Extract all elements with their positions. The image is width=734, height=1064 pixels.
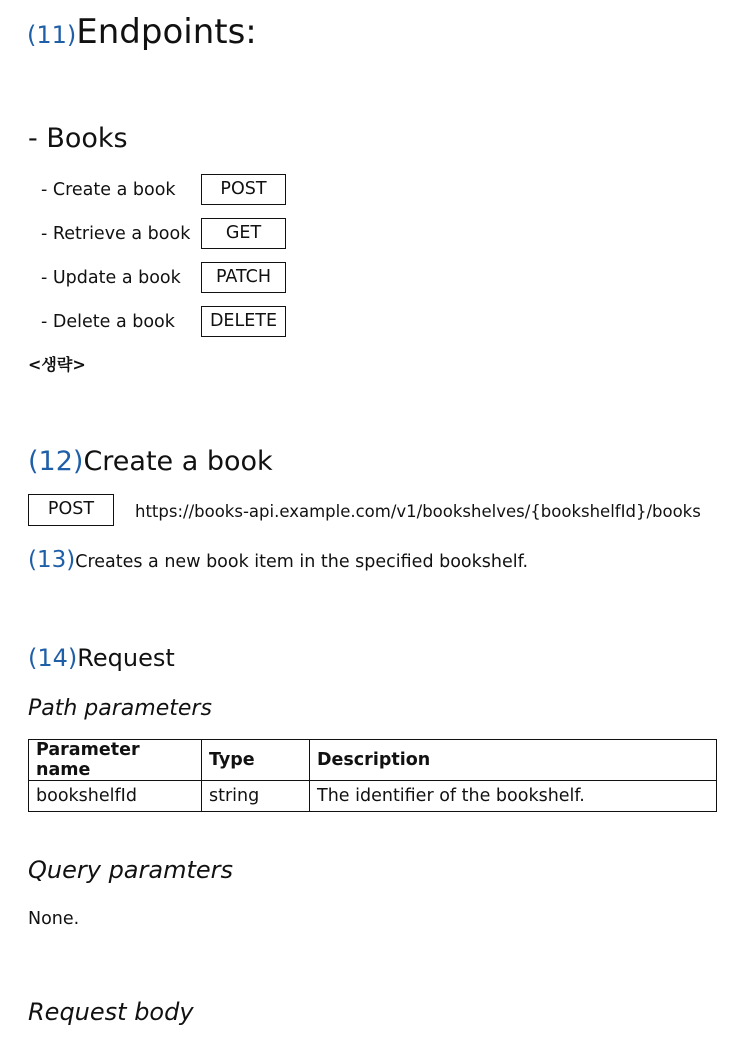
omitted-note: <생략>	[28, 355, 86, 374]
endpoint-url: https://books-api.example.com/v1/bookshelves/{bookshelfId}/books	[135, 502, 701, 521]
method-badge-delete: DELETE	[201, 306, 286, 337]
endpoint-label-update: - Update a book	[41, 268, 181, 288]
table-cell: string	[202, 781, 310, 812]
query-parameters-heading: Query paramters	[28, 856, 234, 884]
method-badge-post: POST	[28, 494, 114, 526]
table-row	[29, 781, 717, 812]
request-body-heading: Request body	[28, 998, 194, 1026]
section-title: Create a book	[83, 446, 273, 477]
method-badge-patch: PATCH	[201, 262, 286, 293]
create-book-heading	[28, 444, 273, 480]
request-heading	[28, 641, 175, 675]
table-header-cell: Type	[202, 740, 310, 781]
section-number: (13)	[28, 547, 76, 573]
table-header-row	[29, 740, 717, 781]
query-parameters-value: None.	[28, 909, 80, 929]
endpoint-label-create: - Create a book	[41, 180, 176, 200]
table-header-cell: Parameter name	[29, 740, 202, 781]
endpoint-label-delete: - Delete a book	[41, 312, 175, 332]
path-parameters-heading: Path parameters	[28, 696, 212, 721]
section-title: Endpoints:	[76, 12, 257, 52]
method-badge-get: GET	[201, 218, 286, 249]
section-number: (14)	[28, 644, 78, 672]
table-header-cell: Description	[310, 740, 717, 781]
table-cell: The identifier of the bookshelf.	[310, 781, 717, 812]
path-parameters-table	[28, 739, 717, 812]
section-title: Request	[77, 644, 175, 672]
endpoint-description	[28, 545, 528, 577]
endpoint-label-retrieve: - Retrieve a book	[41, 224, 191, 244]
description-text: Creates a new book item in the specified bookshelf.	[75, 552, 529, 572]
section-number: (11)	[27, 21, 77, 49]
section-number: (12)	[28, 446, 84, 477]
endpoints-heading	[27, 10, 257, 57]
table-cell: bookshelfId	[29, 781, 202, 812]
books-heading: - Books	[28, 123, 128, 154]
method-badge-post: POST	[201, 174, 286, 205]
